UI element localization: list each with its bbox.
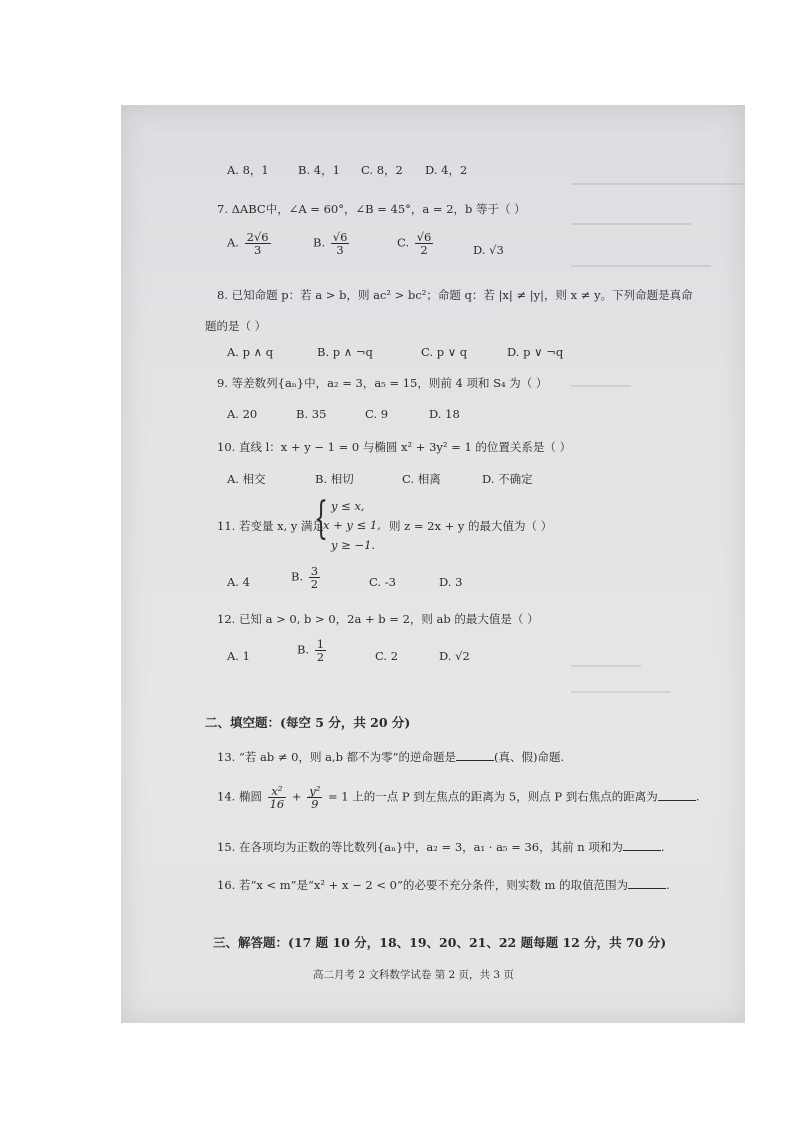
- q12-option-a: A. 1: [227, 649, 250, 663]
- q9-option-b: B. 35: [296, 407, 327, 421]
- q8-option-b: B. p ∧ ¬q: [317, 345, 373, 359]
- section-3-heading: 三、解答题：(17 题 10 分，18、19、20、21、22 题每题 12 分，共 70 分): [213, 935, 667, 950]
- q11-option-c: C. -3: [369, 575, 396, 589]
- q12-option-c: C. 2: [375, 649, 399, 663]
- q12-stem: 12. 已知 a > 0, b > 0，2a + b = 2，则 ab 的最大值是（ ）: [217, 612, 539, 626]
- bleed-through-mark: [571, 265, 711, 267]
- bleed-through-mark: [571, 385, 631, 387]
- q7-option-a: A. $\frac{2√6}{3}$: [227, 230, 269, 258]
- bleed-through-mark: [571, 183, 745, 185]
- q11-option-b: B. $\frac{3}{2}$: [291, 564, 319, 592]
- q16-stem: 16. 若“x < m”是“x² + x − 2 < 0”的必要不充分条件，则实数 m 的取值范围为 .: [217, 878, 670, 892]
- q10-stem: 10. 直线 l：x + y − 1 = 0 与椭圆 x² + 3y² = 1 的位置关系是（ ）: [217, 440, 572, 454]
- q8-option-d: D. p ∨ ¬q: [507, 345, 564, 359]
- q7-option-b: B. $\frac{√6}{3}$: [313, 230, 348, 258]
- q14-stem: 14. 椭圆 $\frac{\text{x²}}{16}$ + $\frac{\text{y²}}{9}$ = 1 上的一点 P 到左焦点的距离为 5，则点 P 到右焦点的距离为 .: [217, 784, 700, 812]
- q6-option-c: C. 8，2: [361, 163, 403, 177]
- q7-stem: 7. ΔABC中，∠A = 60°，∠B = 45°，a = 2，b 等于（ ）: [217, 202, 526, 216]
- q9-option-a: A. 20: [227, 407, 258, 421]
- q8-stem-line2: 题的是（ ）: [205, 319, 267, 333]
- q10-option-a: A. 相交: [227, 472, 266, 486]
- q15-stem: 15. 在各项均为正数的等比数列{aₙ}中，a₂ = 3，a₁ · a₅ = 36，其前 n 项和为 .: [217, 840, 665, 854]
- bleed-through-mark: [571, 665, 641, 667]
- q11-constraint-brace: {: [314, 493, 328, 544]
- q13-stem: 13. “若 ab ≠ 0，则 a,b 都不为零”的逆命题是 (真、假)命题.: [217, 750, 565, 764]
- page-footer: 高二月考 2 文科数学试卷 第 2 页，共 3 页: [313, 969, 514, 981]
- q10-option-c: C. 相离: [402, 472, 441, 486]
- scanned-page-photo: [121, 105, 745, 1023]
- q8-option-a: A. p ∧ q: [227, 345, 274, 359]
- q8-stem-line1: 8. 已知命题 p：若 a > b，则 ac² > bc²；命题 q：若 |x| ≠ |y|，则 x ≠ y。下列命题是真命: [217, 288, 693, 302]
- q6-option-b: B. 4，1: [298, 163, 340, 177]
- q11-stem-suffix: 则 z = 2x + y 的最大值为（ ）: [389, 519, 553, 533]
- bleed-through-mark: [571, 223, 691, 225]
- q8-option-c: C. p ∨ q: [421, 345, 468, 359]
- q15-blank: [623, 850, 661, 851]
- q9-option-c: C. 9: [365, 407, 389, 421]
- q11-option-d: D. 3: [439, 575, 463, 589]
- q14-blank: [658, 800, 696, 801]
- q9-stem: 9. 等差数列{aₙ}中，a₂ = 3，a₅ = 15，则前 4 项和 S₄ 为（ ）: [217, 376, 548, 390]
- q11-stem-prefix: 11. 若变量 x, y 满足: [217, 519, 325, 533]
- q6-option-a: A. 8，1: [227, 163, 269, 177]
- q11-constraint-1: y ≤ x,: [331, 499, 365, 513]
- q16-blank: [628, 888, 666, 889]
- q7-option-d: D. √3: [473, 243, 504, 257]
- q10-option-b: B. 相切: [315, 472, 354, 486]
- q9-option-d: D. 18: [429, 407, 460, 421]
- q6-option-d: D. 4，2: [425, 163, 468, 177]
- q11-constraint-2: x + y ≤ 1,: [323, 518, 381, 532]
- q10-option-d: D. 不确定: [482, 472, 533, 486]
- bleed-through-mark: [571, 691, 671, 693]
- section-2-heading: 二、填空题：(每空 5 分，共 20 分): [205, 715, 411, 730]
- q13-blank: [456, 760, 494, 761]
- q7-option-c: C. $\frac{√6}{2}$: [397, 230, 432, 258]
- q12-option-b: B. $\frac{1}{2}$: [297, 637, 325, 665]
- q11-constraint-3: y ≥ −1.: [331, 538, 376, 552]
- q11-option-a: A. 4: [227, 575, 250, 589]
- q12-option-d: D. √2: [439, 649, 470, 663]
